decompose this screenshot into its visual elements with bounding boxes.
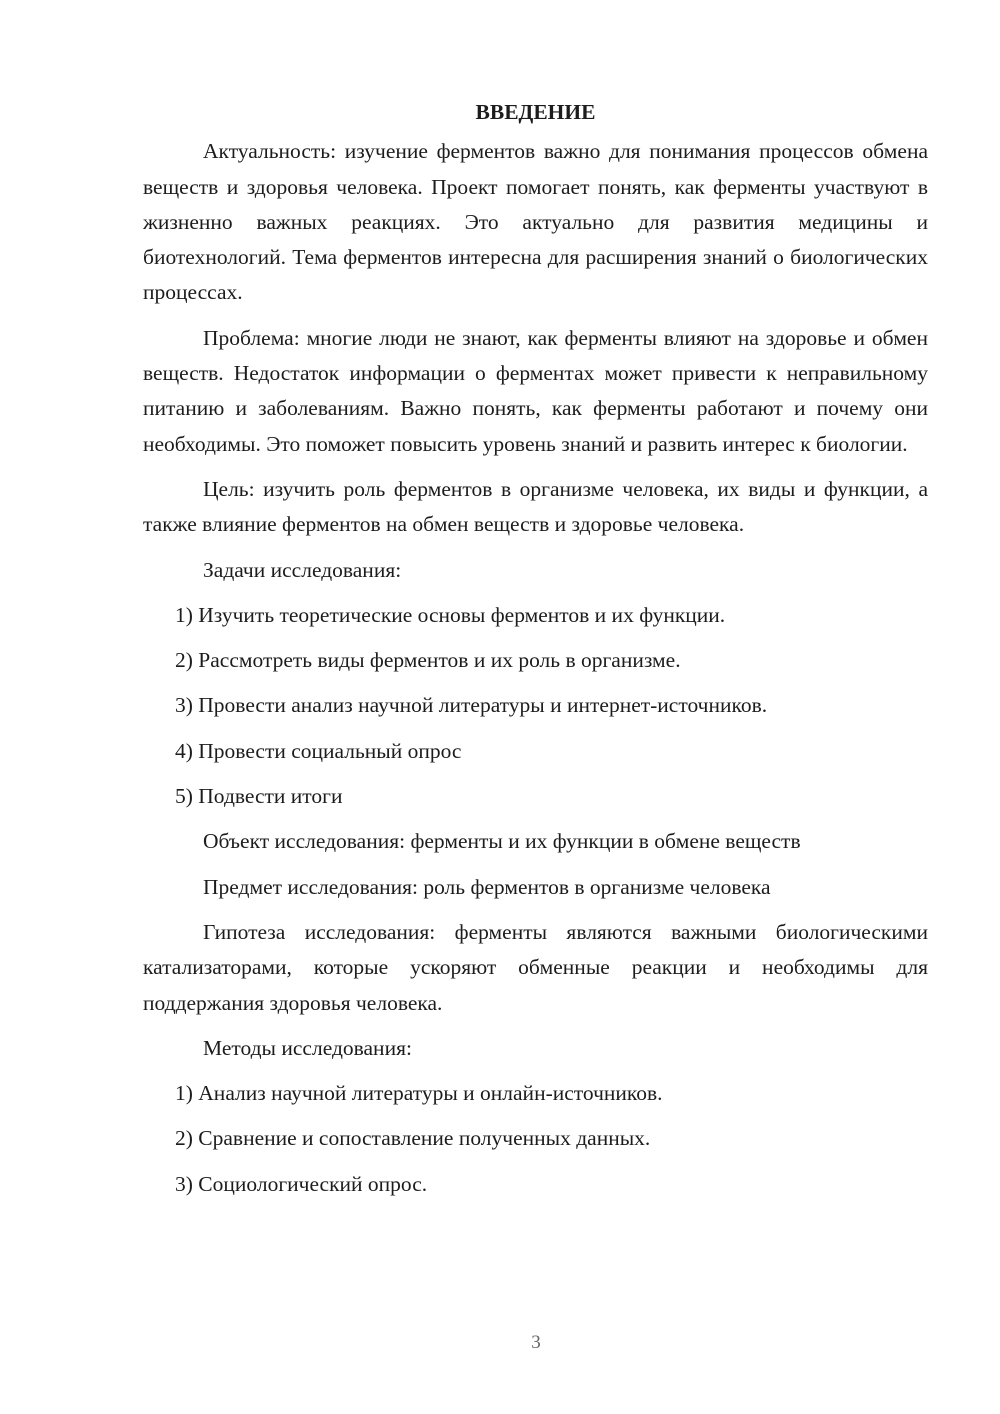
method-item: 1) Анализ научной литературы и онлайн-источников.: [175, 1081, 663, 1106]
hypothesis-paragraph: Гипотеза исследования: ферменты являются важными биологическими катализаторами, которые ускоряют обменные реакции и необходимы для поддержания здоровья человека.: [143, 919, 928, 1015]
section-title: ВВЕДЕНИЕ: [475, 100, 596, 124]
object-line: Объект исследования: ферменты и их функции в обмене веществ: [203, 829, 801, 854]
method-item: 3) Социологический опрос.: [175, 1171, 428, 1196]
problem-paragraph: Проблема: многие люди не знают, как ферменты влияют на здоровье и обмен веществ. Недостаток информации о ферментах может привести к неправильному питанию и заболеваниям. Важно понять, как ферменты работают и почему они необходимы. Это поможет повысить уровень знаний и развить интерес к биологии.: [143, 325, 928, 456]
subject-line: Предмет исследования: роль ферментов в организме человека: [203, 874, 771, 899]
methods-list: [143, 1076, 928, 1202]
page-number: 3: [531, 1332, 541, 1353]
relevance-paragraph: Актуальность: изучение ферментов важно для понимания процессов обмена веществ и здоровья человека. Проект помогает понять, как ферменты участвуют в жизненно важных реакциях. Это актуально для развития медицины и биотехнологий. Тема ферментов интересна для расширения знаний о биологических процессах.: [143, 139, 928, 305]
methods-heading: Методы исследования:: [203, 1035, 412, 1060]
task-item: 1) Изучить теоретические основы ферментов и их функции.: [175, 602, 726, 627]
method-item: 2) Сравнение и сопоставление полученных данных.: [175, 1126, 651, 1151]
document-page: [143, 95, 928, 1212]
task-item: 5) Подвести итоги: [175, 784, 343, 809]
tasks-heading: Задачи исследования:: [203, 557, 402, 582]
task-item: 2) Рассмотреть виды ферментов и их роль в организме.: [175, 648, 681, 673]
task-item: 3) Провести анализ научной литературы и интернет-источников.: [175, 693, 768, 718]
tasks-list: [143, 598, 928, 814]
goal-paragraph: Цель: изучить роль ферментов в организме человека, их виды и функции, а также влияние ферментов на обмен веществ и здоровье человека.: [143, 476, 928, 537]
task-item: 4) Провести социальный опрос: [175, 738, 462, 763]
